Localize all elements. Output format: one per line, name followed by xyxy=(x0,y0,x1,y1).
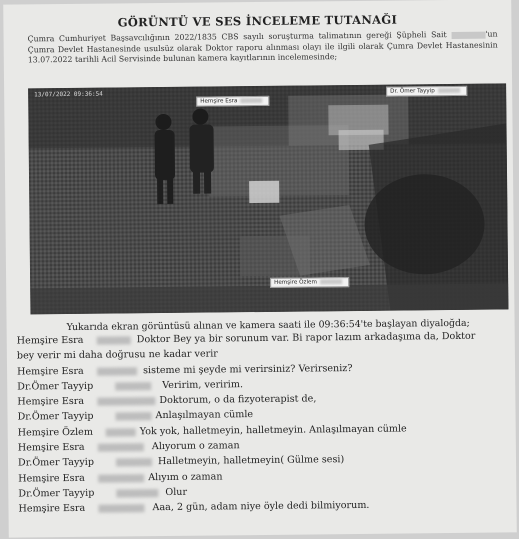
camera-label-nurse-esra: Hemşire Esra xyxy=(196,96,269,107)
dialog-text: Aaa, 2 gün, adam niye öyle dedi bilmiyorum. xyxy=(152,500,370,514)
dialog-speaker: Hemşire Özlem xyxy=(17,426,93,439)
camera-timestamp: 13/07/2022 09:36:54 xyxy=(34,90,103,99)
redaction-mark xyxy=(451,31,485,38)
redaction-mark xyxy=(438,88,460,93)
document-title: GÖRÜNTÜ VE SES İNCELEME TUTANAĞI xyxy=(117,12,398,30)
dialog-text: Olur xyxy=(165,486,188,498)
dialog-text: Halletmeyin, halletmeyin( Gülme sesi) xyxy=(157,454,345,468)
intro-text-1: Çumra Cumhuriyet Başsavcılığının 2022/1835 CBS sayılı soruşturma talimatının gereği Şüpheli Sait xyxy=(27,30,447,44)
document-page xyxy=(3,0,517,538)
redaction-mark xyxy=(97,336,131,344)
redaction-mark xyxy=(98,504,144,512)
after-image-text: Yukarıda ekran görüntüsü alınan ve kamera saati ile 09:36:54'te başlayan diyaloğda; xyxy=(66,317,470,334)
dialog-speaker: Hemşire Esra xyxy=(17,396,85,408)
redaction-mark xyxy=(115,382,151,390)
dialog-text: Alıyorum o zaman xyxy=(151,440,240,453)
redaction-mark xyxy=(320,279,342,284)
redaction-mark xyxy=(97,397,155,406)
camera-screenshot xyxy=(28,83,508,314)
intro-text-2: 'un Çumra Devlet Hastanesinde usulsüz olarak Doktor raporu alınması olayı ile ilgili olarak Çumra Devlet Hastanesinin 13.07.2022 tarihli Acil Servisinde bulunan kamera kayıtlarının incelemesinde; xyxy=(27,29,498,65)
redaction-mark xyxy=(116,489,158,497)
camera-scene xyxy=(28,83,508,314)
redaction-mark xyxy=(98,474,144,482)
camera-label-nurse-ozlem: Hemşire Özlem xyxy=(270,277,349,288)
dialog-text: Anlaşılmayan cümle xyxy=(155,409,254,422)
redaction-mark xyxy=(240,98,262,103)
redaction-mark xyxy=(116,459,152,467)
dialog-text: Yok yok, halletmeyin, halletmeyin. Anlaşılmayan cümle xyxy=(139,423,407,438)
redaction-mark xyxy=(106,428,136,436)
dialog-speaker: Dr.Ömer Tayyip xyxy=(17,380,94,393)
dialog-transcript xyxy=(17,330,509,519)
dialog-text: Doktorum, o da fizyoterapist de, xyxy=(159,393,317,407)
dialog-speaker: Dr.Ömer Tayyip xyxy=(18,487,95,500)
dialog-speaker: Hemşire Esra xyxy=(16,334,84,347)
dialog-speaker: Hemşire Esra xyxy=(17,365,84,378)
camera-label-doctor: Dr. Ömer Tayyip xyxy=(386,86,467,97)
dialog-text: sisteme mi şeyde mi verirsiniz? Verirseniz? xyxy=(143,362,353,376)
intro-paragraph xyxy=(28,29,498,65)
dialog-text: Alıyım o zaman xyxy=(148,471,223,483)
redaction-mark xyxy=(97,367,137,375)
dialog-speaker: Dr.Ömer Tayyip xyxy=(17,457,95,469)
redaction-mark xyxy=(98,443,144,451)
dialog-speaker: Hemşire Esra xyxy=(17,441,85,454)
dialog-text: Doktor Bey ya bir sorunum var. Bi rapor lazım arkadaşıma da, Doktor xyxy=(136,330,476,346)
dialog-speaker: Hemşire Esra xyxy=(18,503,86,515)
dialog-text: bey verir mi daha doğrusu ne kadar verir xyxy=(16,348,218,362)
redaction-mark xyxy=(116,413,152,421)
dialog-text: Veririm, veririm. xyxy=(162,379,244,391)
dialog-speaker: Hemşire Esra xyxy=(18,472,85,485)
dialog-speaker: Dr.Ömer Tayyip xyxy=(17,411,94,424)
